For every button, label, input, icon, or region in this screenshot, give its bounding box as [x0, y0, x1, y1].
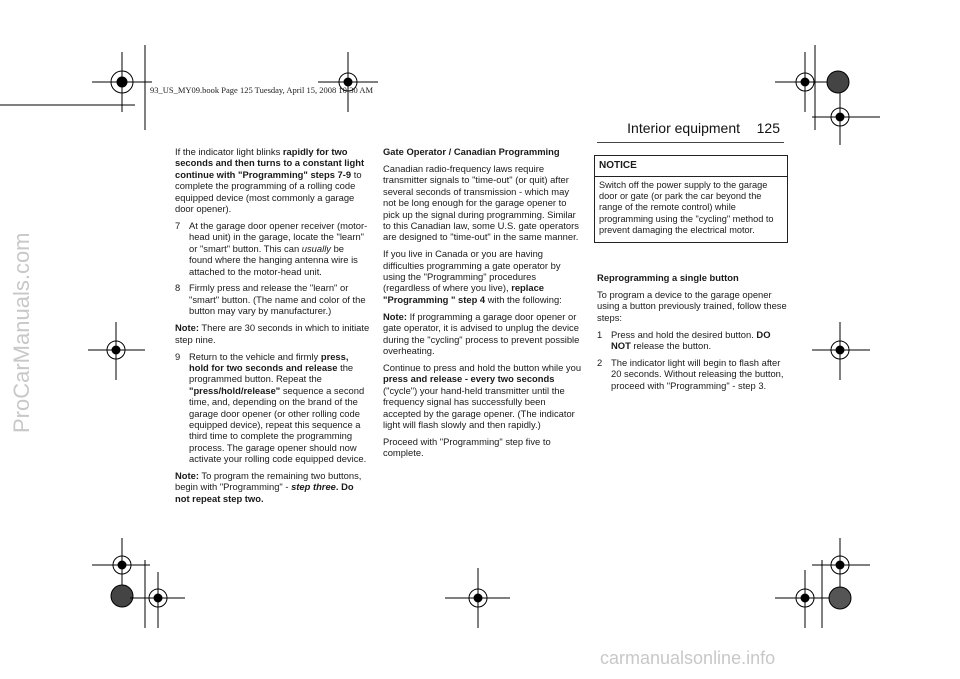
intro-paragraph: If the indicator light blinks rapidly for two seconds and then turns to a constant light continue with "Programming" steps 7-9 to complete the programming of a rolling code equipped device (most commonly a garage door opener). — [175, 146, 365, 215]
page-number: 125 — [756, 120, 780, 136]
step-7: 7 At the garage door opener receiver (motor-head unit) in the garage, locate the "learn" or "smart" button. This can usually be found where the hanging antenna wire is attached to the motor-head unit. — [175, 219, 368, 277]
bottom-watermark: carmanualsonline.info — [600, 648, 776, 668]
print-header-line: 93_US_MY09.book Page 125 Tuesday, April 15, 2008 10:30 AM — [150, 85, 374, 95]
paragraph: To program a device to the garage opener using a button previously trained, follow these steps: — [597, 288, 787, 323]
note-remaining-buttons: Note: To program the remaining two buttons, begin with "Programming" - step three. Do not repeat step two. — [175, 470, 362, 504]
notice-title: NOTICE — [595, 156, 787, 177]
step-8: 8 Firmly press and release the "learn" or "smart" button. (The name and color of the button may vary by manufacturer.) — [175, 282, 366, 317]
step-1: 1 Press and hold the desired button. DO NOT release the button. — [597, 328, 771, 352]
column-right — [597, 272, 787, 397]
step-number: 9 — [175, 350, 181, 362]
header-rule — [597, 142, 784, 143]
step-9: 9 Return to the vehicle and firmly press, hold for two seconds and release the programmed button. Repeat the "press/hold/release" sequence a second time, and, depending on the brand of the garage door opener (or other rolling code equipped device), repeat this sequence a third time to complete the programming process. The garage opener should now activate your rolling code equipped device. — [175, 350, 367, 465]
section-title: Interior equipment — [627, 120, 740, 136]
running-head — [600, 120, 780, 142]
section-heading: Gate Operator / Canadian Programming — [383, 146, 560, 157]
section-heading: Reprogramming a single button — [597, 272, 739, 283]
paragraph: Continue to press and hold the button while you press and release - every two seconds ("cycle") your hand-held transmitter until the frequency signal has successfully been accepted by the garage opener. (The indicator light will flash slowly and then rapidly.) — [383, 361, 582, 430]
step-number: 2 — [597, 356, 603, 368]
paragraph: If you live in Canada or you are having difficulties programming a gate operator by using the "Programming" procedures (regardless of where you live), replace "Programming " step 4 with the following: — [383, 248, 562, 305]
note-unplug: Note: If programming a garage door opener or gate operator, it is advised to unplug the device during the "cycling" process to prevent possible overheating. — [383, 310, 580, 356]
paragraph: Proceed with "Programming" step five to complete. — [383, 435, 551, 459]
step-number: 8 — [175, 282, 181, 294]
paragraph: Canadian radio-frequency laws require transmitter signals to "time-out" (or quit) after several seconds of transmission - which may not be long enough for the garage opener to pick up the signal during programming. Similar to this Canadian law, some U.S. gate operators are designed to "time-out" in the same manner. — [383, 162, 579, 243]
step-number: 1 — [597, 328, 603, 340]
column-middle — [383, 146, 583, 464]
column-left — [175, 146, 370, 510]
note-30-seconds: Note: There are 30 seconds in which to initiate step nine. — [175, 322, 370, 345]
notice-text: Switch off the power supply to the garage door or gate (or park the car beyond the range of the remote control) while programming using the "cycling" method to prevent damaging the electrical motor. — [599, 180, 774, 235]
step-2: 2 The indicator light will begin to flash after 20 seconds. Without releasing the button, proceed with "Programming" - step 3. — [597, 356, 784, 391]
notice-box — [594, 155, 788, 243]
step-number: 7 — [175, 219, 181, 231]
side-watermark: ProCarManuals.com — [9, 232, 34, 433]
